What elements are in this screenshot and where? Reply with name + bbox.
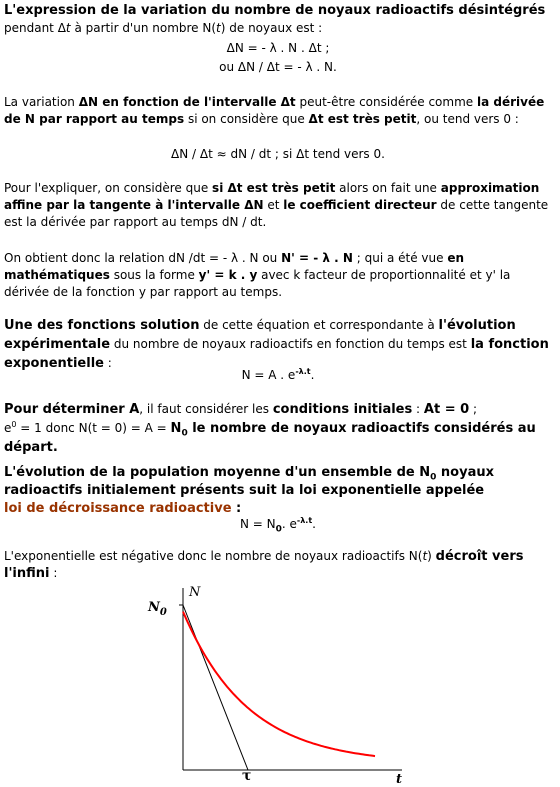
paragraph-initial-conditions: Pour déterminer A, il faut considérer les conditions initiales : At = 0 ; $e^0 = 1$ donc $N(t = 0) = A = N_0$ le nombre de noyaux radioactifs considérés au départ.: [4, 402, 536, 455]
equation-delta-n: ΔN = - λ . N . Δt ;: [226, 41, 330, 55]
equation-exponential: N = A . $e^{-\lambda.t}$.: [241, 367, 315, 382]
equation-decay-law: $N = N_0$. $e^{-\lambda.t}$.: [240, 516, 316, 535]
x-axis-label: t: [396, 772, 403, 785]
heading-variation: L'expression de la variation du nombre de noyaux radioactifs désintégrés: [4, 3, 546, 18]
equation-delta-n-ratio: ou ΔN / Δt = - λ . N.: [219, 60, 337, 74]
paragraph-decay-law: L'évolution de la population moyenne d'un ensemble de $N_0$ noyaux radioactifs initialement présents suit la loi exponentielle appelée loi de décroissance radioactive :: [4, 465, 495, 516]
y-axis-label: N: [189, 585, 201, 600]
paragraph-relation: On obtient donc la relation dN /dt = - λ . N ou N' = - λ . N ; qui a été vue en mathématiques sous la forme y' = k . y avec k facteur de proportionnalité et y' la dérivée de la fonction y par rapport au temps.: [4, 251, 511, 299]
paragraph-derivative: La variation ΔN en fonction de l'intervalle Δt peut-être considérée comme la dérivée de N par rapport au temps si on considère que Δt est très petit, ou tend vers 0 :: [4, 95, 545, 126]
tau-label: τ: [242, 768, 252, 784]
paragraph-variation-expression: L'expression de la variation du nombre de noyaux radioactifs désintégrés pendant Δt à partir d'un nombre N(t) de noyaux est :: [4, 3, 546, 35]
equation-derivative-limit: ΔN / Δt ≈ dN / dt ; si Δt tend vers 0.: [171, 147, 385, 161]
decay-law-term: loi de décroissance radioactive: [4, 501, 232, 516]
n0-label: $N_0$: [148, 600, 167, 618]
decay-curve: [183, 612, 375, 757]
paragraph-solution: Une des fonctions solution de cette équation et correspondante à l'évolution expérimentale du nombre de noyaux radioactifs en fonction du temps est la fonction exponentielle :: [4, 318, 549, 371]
paragraph-conclusion: L'exponentielle est négative donc le nombre de noyaux radioactifs N(t) décroît vers l'infini :: [4, 549, 524, 581]
paragraph-tangent: Pour l'expliquer, on considère que si Δt est très petit alors on fait une approximation affine par la tangente à l'intervalle ΔN et le coefficient directeur de cette tangente est la dérivée par rapport au temps dN / dt.: [4, 181, 549, 229]
tangent-line: [183, 605, 248, 770]
decay-graph: [140, 580, 420, 785]
